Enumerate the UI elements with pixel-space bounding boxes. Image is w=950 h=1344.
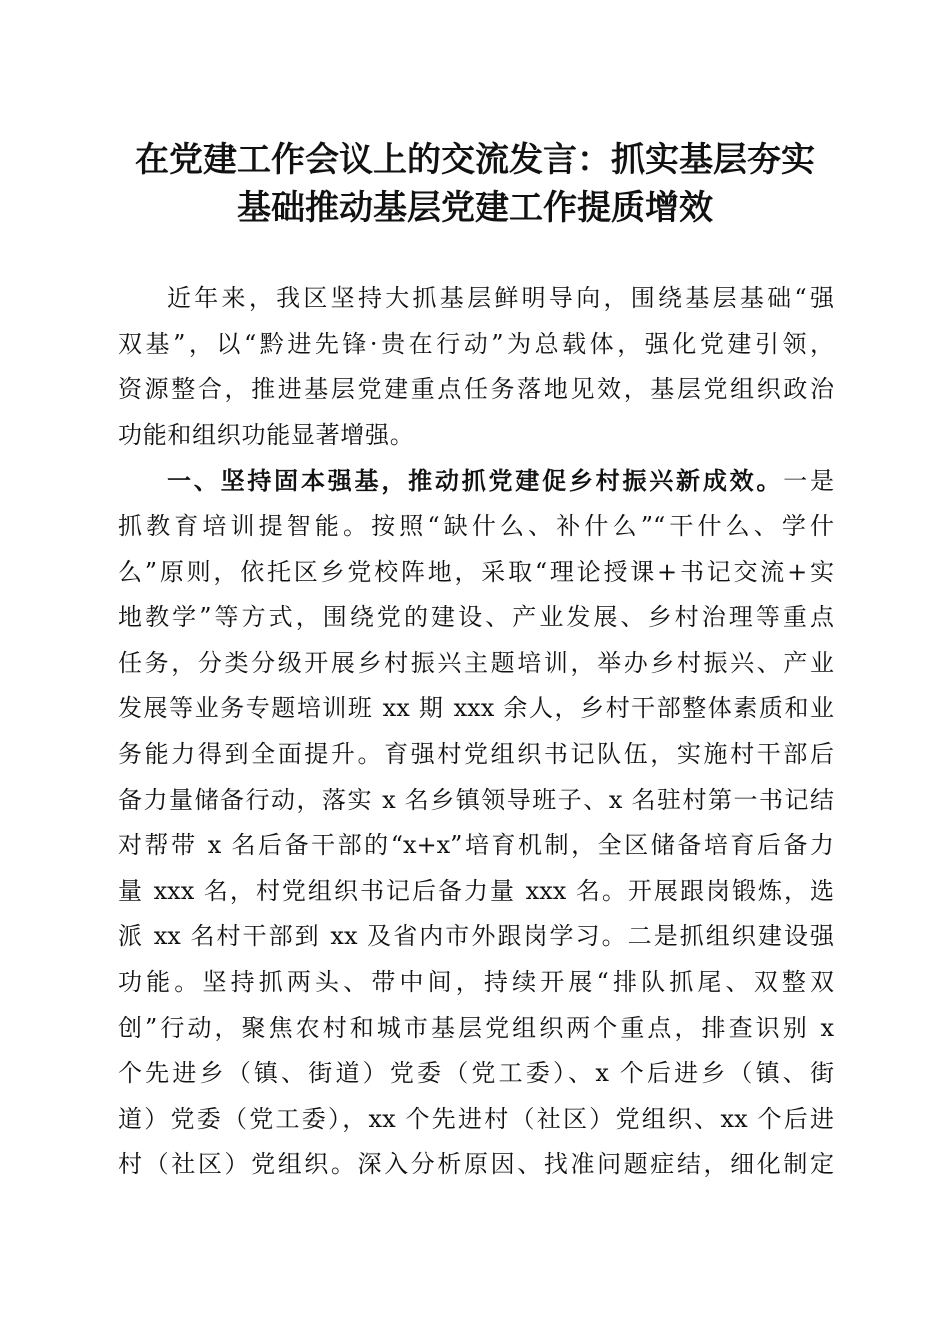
text-run: 一是 (783, 467, 835, 496)
section-1-paragraph (118, 458, 834, 1188)
text-line: 近年来，我区坚持大抓基层鲜明导向，围绕基层基础“强 (167, 284, 834, 312)
text-line: 任务，分类分级开展乡村振兴主题培训，举办乡村振兴、产业 (118, 648, 834, 677)
text-line: 对帮带 x 名后备干部的“x+x”培育机制，全区储备培育后备力 (118, 831, 834, 860)
section-heading-line (118, 458, 834, 504)
text-line: 派 xx 名村干部到 xx 及省内市外跟岗学习。二是抓组织建设强 (118, 922, 834, 951)
title-line-2: 基础推动基层党建工作提质增效 (237, 188, 713, 228)
text-line: 发展等业务专题培训班 xx 期 xxx 余人，乡村干部整体素质和业 (118, 694, 834, 723)
text-line: 道）党委（党工委），xx 个先进村（社区）党组织、xx 个后进 (118, 1104, 834, 1133)
text-line: 双基”，以“黔进先锋·贵在行动”为总载体，强化党建引领， (118, 329, 834, 358)
text-line: 备力量储备行动，落实 x 名乡镇领导班子、x 名驻村第一书记结 (118, 785, 834, 814)
text-line: 功能。坚持抓两头、带中间，持续开展“排队抓尾、双整双 (118, 967, 834, 996)
document-title (110, 136, 840, 232)
text-line: 量 xxx 名，村党组织书记后备力量 xxx 名。开展跟岗锻炼，选 (118, 876, 834, 905)
text-line: 功能和组织功能显著增强。 (118, 420, 415, 449)
title-line-1: 在党建工作会议上的交流发言：抓实基层夯实 (135, 140, 815, 180)
text-line: 务能力得到全面提升。育强村党组织书记队伍，实施村干部后 (118, 739, 834, 768)
text-line: 资源整合，推进基层党建重点任务落地见效，基层党组织政治 (118, 375, 834, 404)
document-body (118, 276, 834, 1188)
text-line: 地教学”等方式，围绕党的建设、产业发展、乡村治理等重点 (118, 603, 834, 632)
intro-paragraph (118, 276, 834, 458)
text-line: 创”行动，聚焦农村和城市基层党组织两个重点，排查识别 x (118, 1013, 834, 1042)
text-line: 抓教育培训提智能。按照“缺什么、补什么”“干什么、学什 (118, 511, 834, 540)
section-heading: 一、坚持固本强基，推动抓党建促乡村振兴新成效。 (167, 466, 784, 496)
text-line: 么”原则，依托区乡党校阵地，采取“理论授课+书记交流+实 (118, 557, 834, 586)
text-line: 个先进乡（镇、街道）党委（党工委）、x 个后进乡（镇、街 (118, 1059, 834, 1088)
text-line: 村（社区）党组织。深入分析原因、找准问题症结，细化制定 (118, 1150, 834, 1179)
